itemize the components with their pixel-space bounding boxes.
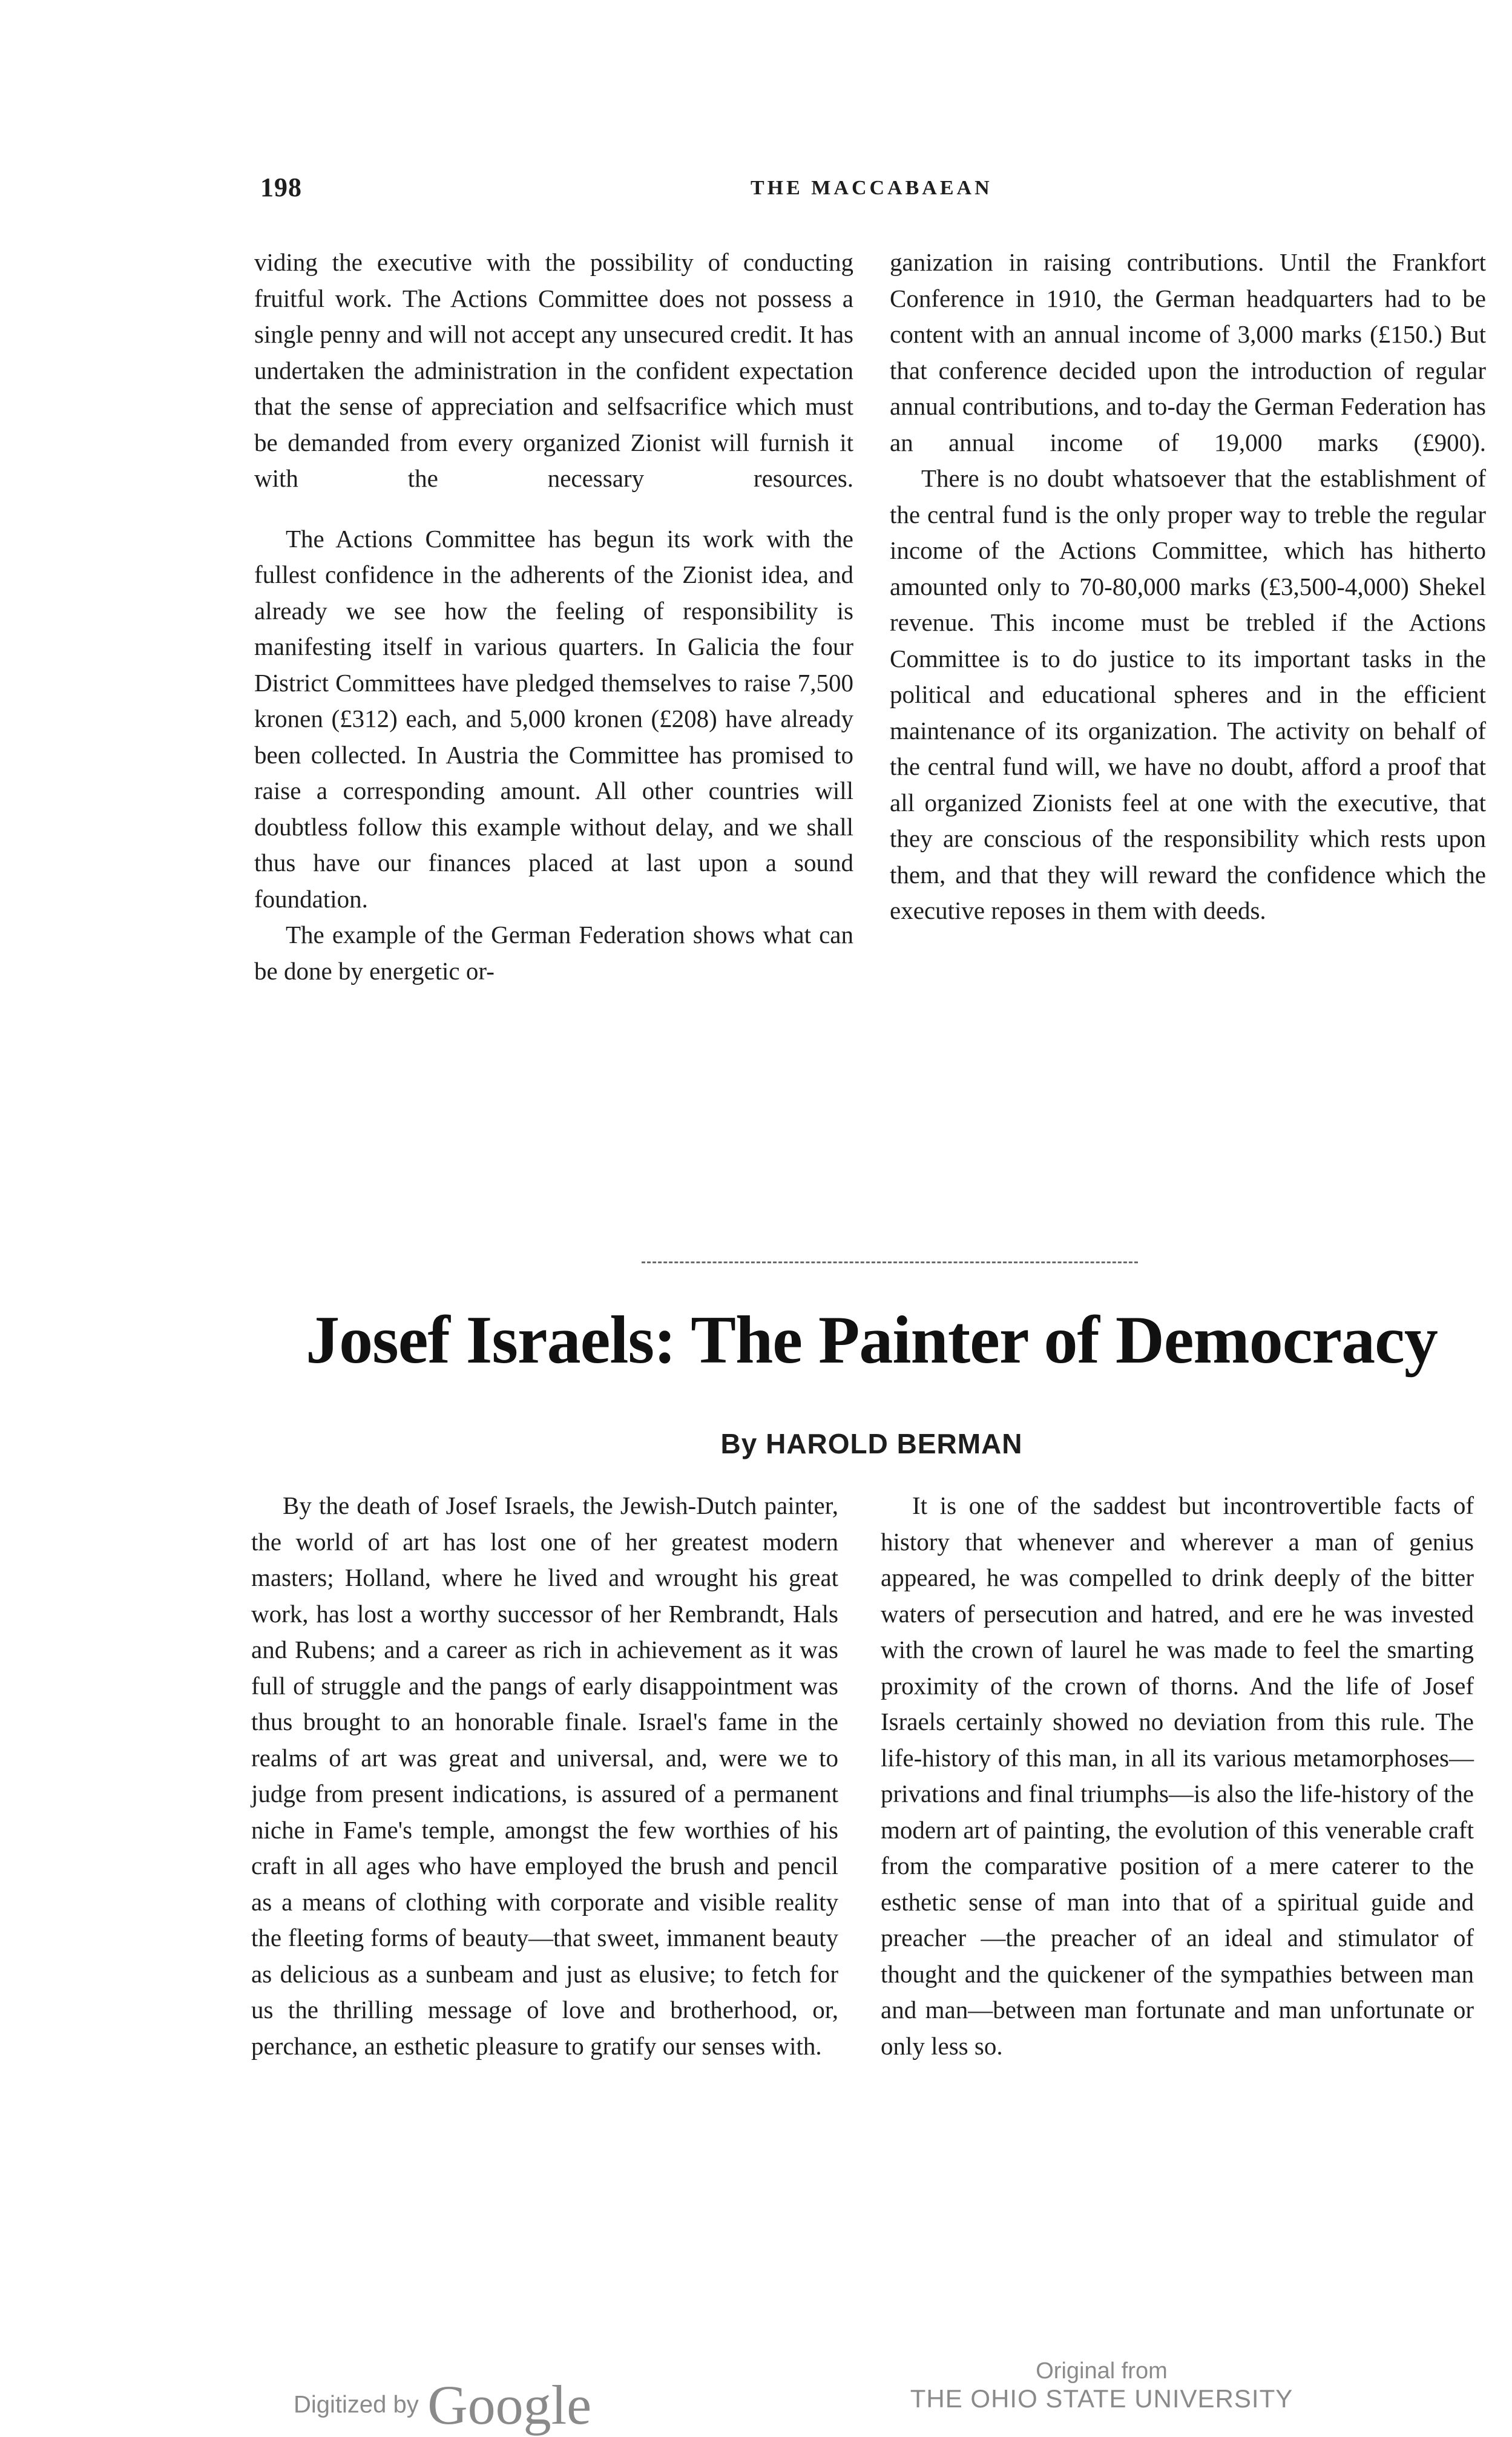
paragraph: viding the executive with the possibility of conducting fruitful work. The Actions Committee does not possess a single penny and will not accept any unsecured credit. It has undertaken the administration in the confident expectation that the sense of appreciation and selfsacrifice which must be demanded from every organized Zionist will furnish it with the necessary resources.: [254, 248, 853, 492]
google-logo: Google: [427, 2374, 592, 2436]
institution-name: THE OHIO STATE UNIVERSITY: [910, 2384, 1293, 2413]
digitized-label: Digitized by: [294, 2391, 419, 2418]
paragraph: The Actions Committee has begun its work with the fullest confidence in the adherents of the Zionist idea, and already we see how the feeling of responsibility is manifesting itself in various quarters. In Galicia the four District Committees have pledged themselves to raise 7,500 kronen (£312) each, and 5,000 kronen (£208) have already been collected. In Austria the Committee has promised to raise a corresponding amount. All other countries will doubtless follow this example without delay, and we shall thus have our finances placed at last upon a sound foundation.: [254, 524, 853, 913]
continuation-left-column: [254, 245, 853, 989]
page-header: [254, 172, 1465, 208]
article-right-column: [881, 1488, 1474, 2064]
section-divider: [642, 1261, 1138, 1263]
article-left-column: [251, 1488, 838, 2064]
article-byline: By HAROLD BERMAN: [720, 1428, 1023, 1459]
paragraph: By the death of Josef Israels, the Jewish-Dutch painter, the world of art has lost one of her greatest modern masters; Holland, where he lived and wrought his great work, has lost a worthy successor of her Rembrandt, Hals and Rubens; and a career as rich in achievement as it was full of struggle and the pangs of early disappointment was thus brought to an honorable finale. Israel's fame in the realms of art was great and universal, and, were we to judge from present indications, is assured of a permanent niche in Fame's temple, amongst the few worthies of his craft in all ages who have employed the brush and pencil as a means of clothing with corporate and visible reality the fleeting forms of beauty—that sweet, immanent beauty as delicious as a sunbeam and just as elusive; to fetch for us the thrilling message of love and brotherhood, or, perchance, an esthetic pleasure to gratify our senses with.: [251, 1491, 838, 2060]
original-source-watermark: [860, 2358, 1344, 2413]
paragraph: There is no doubt whatsoever that the establishment of the central fund is the only proper way to treble the regular income of the Actions Committee, which has hitherto amounted only to 70-80,000 marks (£3,500-4,000) Shekel revenue. This income must be trebled if the Actions Committee is to do justice to its important tasks in the political and educational spheres and in the efficient maintenance of its organization. The activity on behalf of the central fund will, we have no doubt, afford a proof that all organized Zionists feel at one with the executive, that they are conscious of the responsibility which rests upon them, and that they will reward the confidence which the executive reposes in them with deeds.: [890, 464, 1486, 924]
article-title: Josef Israels: The Painter of Democracy: [306, 1303, 1438, 1378]
digitized-by-watermark: [294, 2373, 591, 2437]
page-number: 198: [260, 173, 302, 202]
paragraph: It is one of the saddest but incontrovertible facts of history that whenever and wherever a man of genius appeared, he was compelled to drink deeply of the bitter waters of persecution and hatred, and ere he was invested with the crown of laurel he was made to feel the smarting proximity of the crown of thorns. And the life of Josef Israels certainly showed no deviation from this rule. The life-history of this man, in all its various metamorphoses—privations and final triumphs—is also the life-history of the modern art of painting, the evolution of this venerable craft from the comparative position of a mere caterer to the esthetic sense of man into that of a spiritual guide and preacher —the preacher of an ideal and stimulator of thought and the quickener of the sympathies between man and man—between man fortunate and man unfortunate or only less so.: [881, 1491, 1474, 2060]
paragraph: The example of the German Federation shows what can be done by energetic or-: [254, 921, 853, 985]
running-title: THE MACCABAEAN: [751, 177, 993, 199]
paragraph: ganization in raising contributions. Until the Frankfort Conference in 1910, the German headquarters had to be content with an annual income of 3,000 marks (£150.) But that conference decided upon the introduction of regular annual contributions, and to-day the German Federation has an annual income of 19,000 marks (£900).: [890, 248, 1486, 456]
original-from-label: Original from: [1036, 2358, 1168, 2384]
continuation-right-column: [890, 245, 1486, 929]
